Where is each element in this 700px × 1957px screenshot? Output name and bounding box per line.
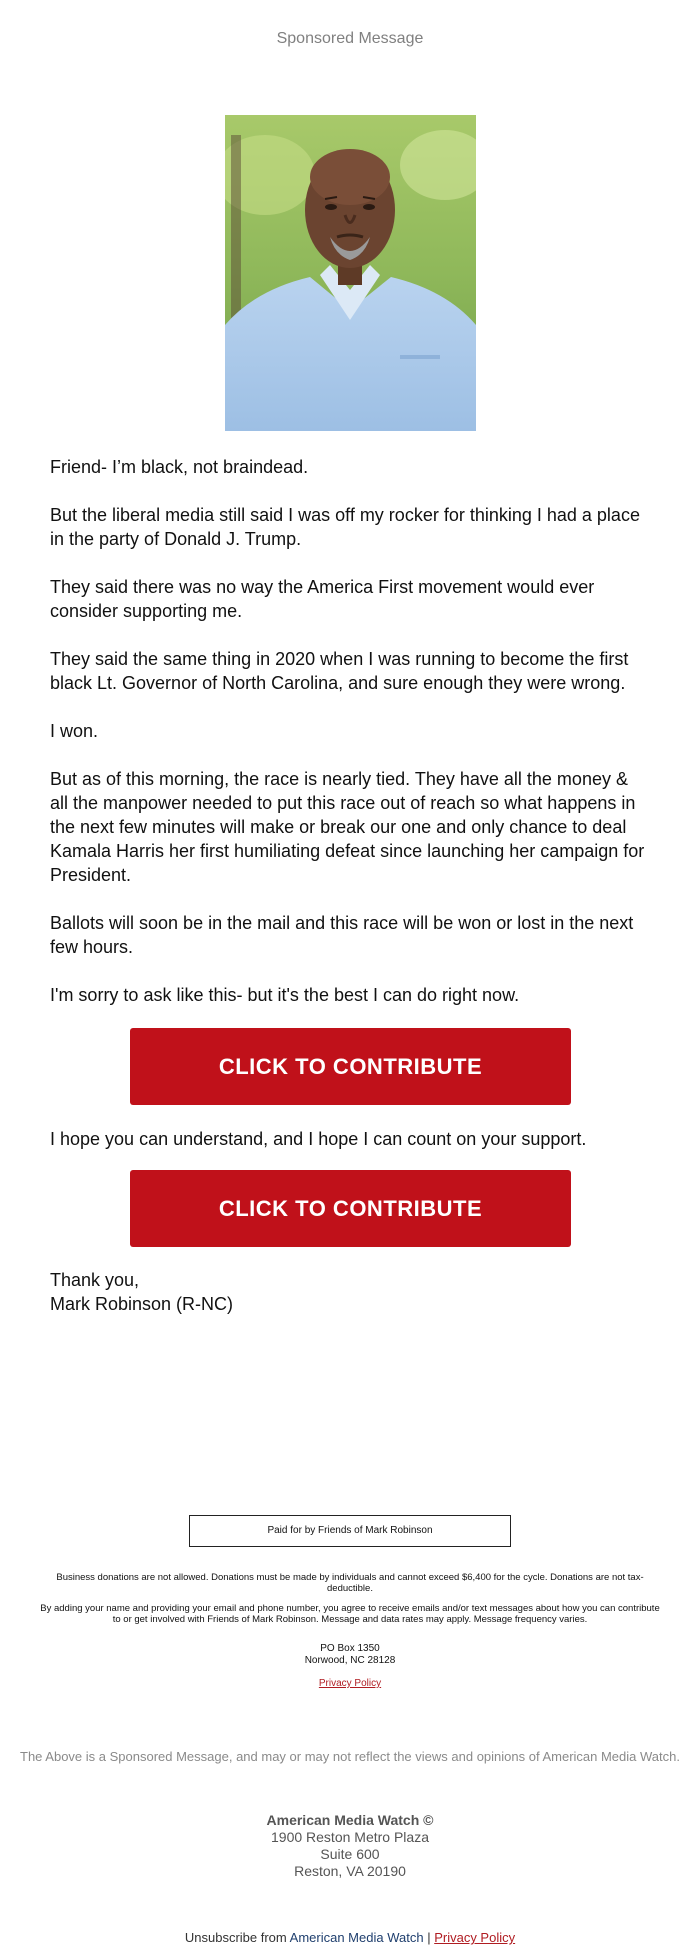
body-paragraph: But as of this morning, the race is nearly tied. They have all the money & all the manpower needed to put this race out of reach so what happens in the next few minutes will make or break our one and only chance to deal Kamala Harris her first humiliating defeat since launching her campaign for President. bbox=[50, 769, 645, 885]
signoff-thanks: Thank you, bbox=[50, 1270, 140, 1290]
support-line: I hope you can understand, and I hope I can count on your support. bbox=[50, 1129, 587, 1149]
body-paragraph: But the liberal media still said I was off my rocker for thinking I had a place in the party of Donald J. Trump. bbox=[50, 505, 640, 549]
sponsored-message-label: Sponsored Message bbox=[276, 30, 424, 47]
sponsored-disclaimer: The Above is a Sponsored Message, and may or may not reflect the views and opinions of American Media Watch. bbox=[20, 1749, 680, 1764]
candidate-photo bbox=[225, 115, 476, 431]
publisher-address-line: Suite 600 bbox=[320, 1846, 380, 1862]
separator: | bbox=[427, 1930, 431, 1945]
contribute-button-secondary[interactable]: CLICK TO CONTRIBUTE bbox=[130, 1170, 571, 1247]
paid-for-disclaimer: Paid for by Friends of Mark Robinson bbox=[189, 1515, 511, 1547]
address-line: PO Box 1350 bbox=[320, 1643, 380, 1654]
publisher-address-line: Reston, VA 20190 bbox=[294, 1863, 406, 1879]
body-paragraph: They said there was no way the America First movement would ever consider supporting me. bbox=[50, 577, 595, 621]
body-paragraph: Ballots will soon be in the mail and this race will be won or lost in the next few hours. bbox=[50, 913, 634, 957]
contribute-button-primary[interactable]: CLICK TO CONTRIBUTE bbox=[130, 1028, 571, 1105]
body-paragraph: They said the same thing in 2020 when I was running to become the first black Lt. Governor of North Carolina, and sure enough they were wrong. bbox=[50, 649, 629, 693]
unsubscribe-link[interactable] bbox=[185, 1930, 424, 1945]
unsubscribe-brand: American Media Watch bbox=[289, 1930, 424, 1945]
publisher-address-line: 1900 Reston Metro Plaza bbox=[271, 1829, 429, 1845]
publisher-privacy-policy-link[interactable]: Privacy Policy bbox=[434, 1930, 516, 1945]
body-paragraph: I'm sorry to ask like this- but it's the best I can do right now. bbox=[50, 985, 520, 1005]
campaign-address bbox=[0, 1643, 700, 1667]
body-paragraph: Friend- I’m black, not braindead. bbox=[50, 457, 309, 477]
publisher-info bbox=[0, 1812, 700, 1880]
consent-fine-print: By adding your name and providing your email and phone number, you agree to receive emails and/or text messages about how you can contribute to or get involved with Friends of Mark Robinson. Message and data rates may apply. Message frequency varies. bbox=[40, 1603, 660, 1625]
address-line: Norwood, NC 28128 bbox=[304, 1655, 396, 1666]
body-paragraph: I won. bbox=[50, 721, 99, 741]
unsubscribe-bar bbox=[0, 1930, 700, 1945]
donation-fine-print: Business donations are not allowed. Donations must be made by individuals and cannot exceed $6,400 for the cycle. Donations are not tax-deductible. bbox=[56, 1572, 644, 1594]
campaign-privacy-policy-link[interactable]: Privacy Policy bbox=[318, 1678, 382, 1689]
signoff bbox=[50, 1268, 650, 1316]
signoff-name: Mark Robinson (R-NC) bbox=[50, 1294, 234, 1314]
publisher-name: American Media Watch © bbox=[266, 1812, 434, 1828]
message-body bbox=[50, 455, 650, 1007]
unsubscribe-prefix: Unsubscribe from bbox=[184, 1930, 287, 1945]
